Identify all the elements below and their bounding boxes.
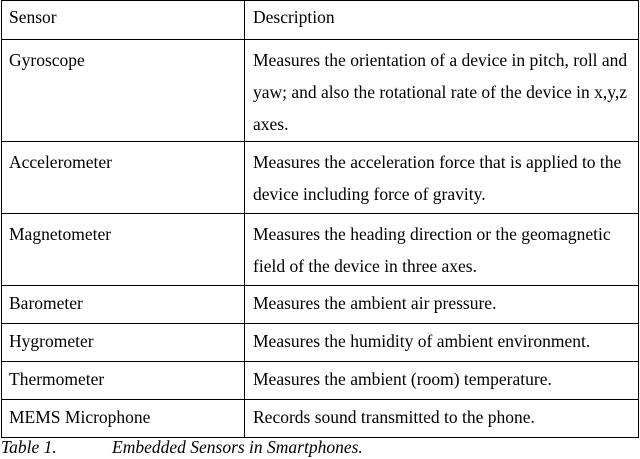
sensor-name: Gyroscope xyxy=(2,40,245,142)
sensor-name: Barometer xyxy=(2,286,245,324)
caption-label: Table 1. xyxy=(1,437,57,457)
sensor-table xyxy=(1,0,639,438)
sensor-name: MEMS Microphone xyxy=(2,400,245,438)
sensor-name: Magnetometer xyxy=(2,214,245,286)
sensor-description: Measures the heading direction or the geomagnetic field of the device in three axes. xyxy=(245,214,639,286)
sensor-description: Records sound transmitted to the phone. xyxy=(245,400,639,438)
table-caption xyxy=(1,436,363,458)
sensor-description: Measures the ambient air pressure. xyxy=(245,286,639,324)
sensor-name: Hygrometer xyxy=(2,324,245,362)
sensor-description: Measures the orientation of a device in pitch, roll and yaw; and also the rotational rate of the device in x,y,z axes. xyxy=(245,40,639,142)
table-row xyxy=(2,362,639,400)
table-header-row xyxy=(2,1,639,40)
table-row xyxy=(2,324,639,362)
table-row xyxy=(2,400,639,438)
table-row xyxy=(2,214,639,286)
header-sensor: Sensor xyxy=(2,1,245,40)
caption-text: Embedded Sensors in Smartphones. xyxy=(112,437,363,457)
header-description: Description xyxy=(245,1,639,40)
table-row xyxy=(2,286,639,324)
table-row xyxy=(2,142,639,214)
sensor-description: Measures the humidity of ambient environment. xyxy=(245,324,639,362)
table-row xyxy=(2,40,639,142)
sensor-description: Measures the ambient (room) temperature. xyxy=(245,362,639,400)
sensor-name: Accelerometer xyxy=(2,142,245,214)
sensor-name: Thermometer xyxy=(2,362,245,400)
sensor-description: Measures the acceleration force that is applied to the device including force of gravity. xyxy=(245,142,639,214)
